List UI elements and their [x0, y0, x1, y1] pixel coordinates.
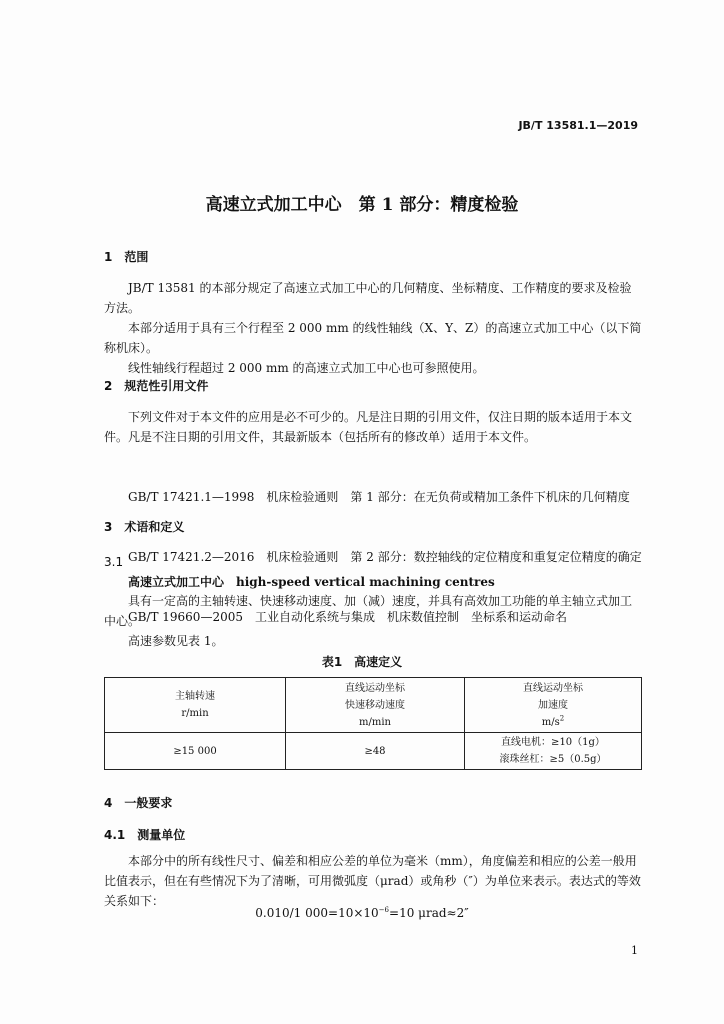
table-header-cell — [465, 678, 642, 733]
term-title: 高速立式加工中心 high-speed vertical machining centres — [128, 575, 495, 589]
table-header-cell — [286, 678, 465, 733]
table-cell — [465, 733, 642, 770]
header-unit: r/min — [181, 708, 209, 719]
page-number: 1 — [631, 944, 638, 957]
header-text: 加速度 — [538, 699, 568, 711]
section-3-heading: 3 术语和定义 — [104, 520, 185, 534]
paragraph: JB/T 13581 的本部分规定了高速立式加工中心的几何精度、坐标精度、工作精度的要求及检验方法。 — [104, 281, 632, 315]
section-4-heading: 4 一般要求 — [104, 796, 173, 810]
table-cell: ≥15 000 — [105, 733, 286, 770]
subsection-4-1-heading: 4.1 测量单位 — [104, 828, 186, 842]
table-caption: 表1 高速定义 — [321, 655, 403, 669]
paragraph: 本部分适用于具有三个行程至 2 000 mm 的线性轴线（X、Y、Z）的高速立式加工中心（以下简称机床）。 — [104, 321, 642, 355]
page-title: 高速立式加工中心 第 1 部分：精度检验 — [205, 195, 519, 215]
header-text: 主轴转速 — [175, 691, 215, 702]
reference-item: GB/T 17421.2—2016 机床检验通则 第 2 部分：数控轴线的定位精度和重复定位精度的确定 — [128, 550, 642, 564]
header-unit: m/min — [359, 716, 391, 728]
section-2-heading: 2 规范性引用文件 — [104, 379, 209, 393]
section-4-1-body — [104, 851, 642, 911]
header-text: 直线运动坐标 — [345, 682, 405, 694]
table-row — [105, 733, 642, 770]
paragraph: 下列文件对于本文件的应用是必不可少的。凡是注日期的引用文件，仅注日期的版本适用于本文件。凡是不注日期的引用文件，其最新版本（包括所有的修改单）适用于本文件。 — [104, 410, 633, 444]
term-definition — [104, 591, 642, 651]
paragraph: 本部分中的所有线性尺寸、偏差和相应公差的单位为毫米（mm），角度偏差和相应的公差一般用比值表示，但在有些情况下为了清晰，可用微弧度（μrad）或角秒（″）为单位来表示。表达式的等效关系如下： — [104, 854, 641, 908]
unit-superscript: 2 — [559, 714, 565, 723]
speed-definition-table — [104, 677, 642, 770]
formula: 0.010/1 $000=10\times 10^{-6}=10$ μrad≈2″ — [255, 906, 469, 920]
reference-item: GB/T 17421.1—1998 机床检验通则 第 1 部分：在无负荷或精加工条件下机床的几何精度 — [128, 490, 630, 504]
cell-line: 滚珠丝杠：≥5（0.5g） — [499, 754, 607, 765]
section-1-heading: 1 范围 — [104, 250, 149, 264]
reference-item: GB/T 19660—2005 工业自动化系统与集成 机床数值控制 坐标系和运动命名 — [128, 610, 567, 624]
table-header-row — [105, 678, 642, 733]
header-unit: $m/s^2$ — [541, 714, 565, 728]
paragraph: 线性轴线行程超过 2 000 mm 的高速立式加工中心也可参照使用。 — [128, 361, 485, 375]
paragraph: 高速参数见表 1。 — [128, 634, 224, 648]
document-number: JB/T 13581.1—2019 — [518, 119, 638, 132]
section-2-intro — [104, 407, 642, 447]
cell-line: 直线电机：≥10（1g） — [501, 737, 605, 748]
table-header-cell — [105, 678, 286, 733]
header-text: 直线运动坐标 — [523, 682, 583, 694]
header-text: 快速移动速度 — [345, 699, 405, 711]
paragraph: 具有一定高的主轴转速、快速移动速度、加（减）速度，并具有高效加工功能的单主轴立式加工中心。 — [104, 594, 633, 628]
section-1-body — [104, 278, 642, 378]
formula-exponent: −6 — [378, 906, 390, 914]
table-cell: ≥48 — [286, 733, 465, 770]
term-number: 3.1 — [104, 555, 124, 569]
